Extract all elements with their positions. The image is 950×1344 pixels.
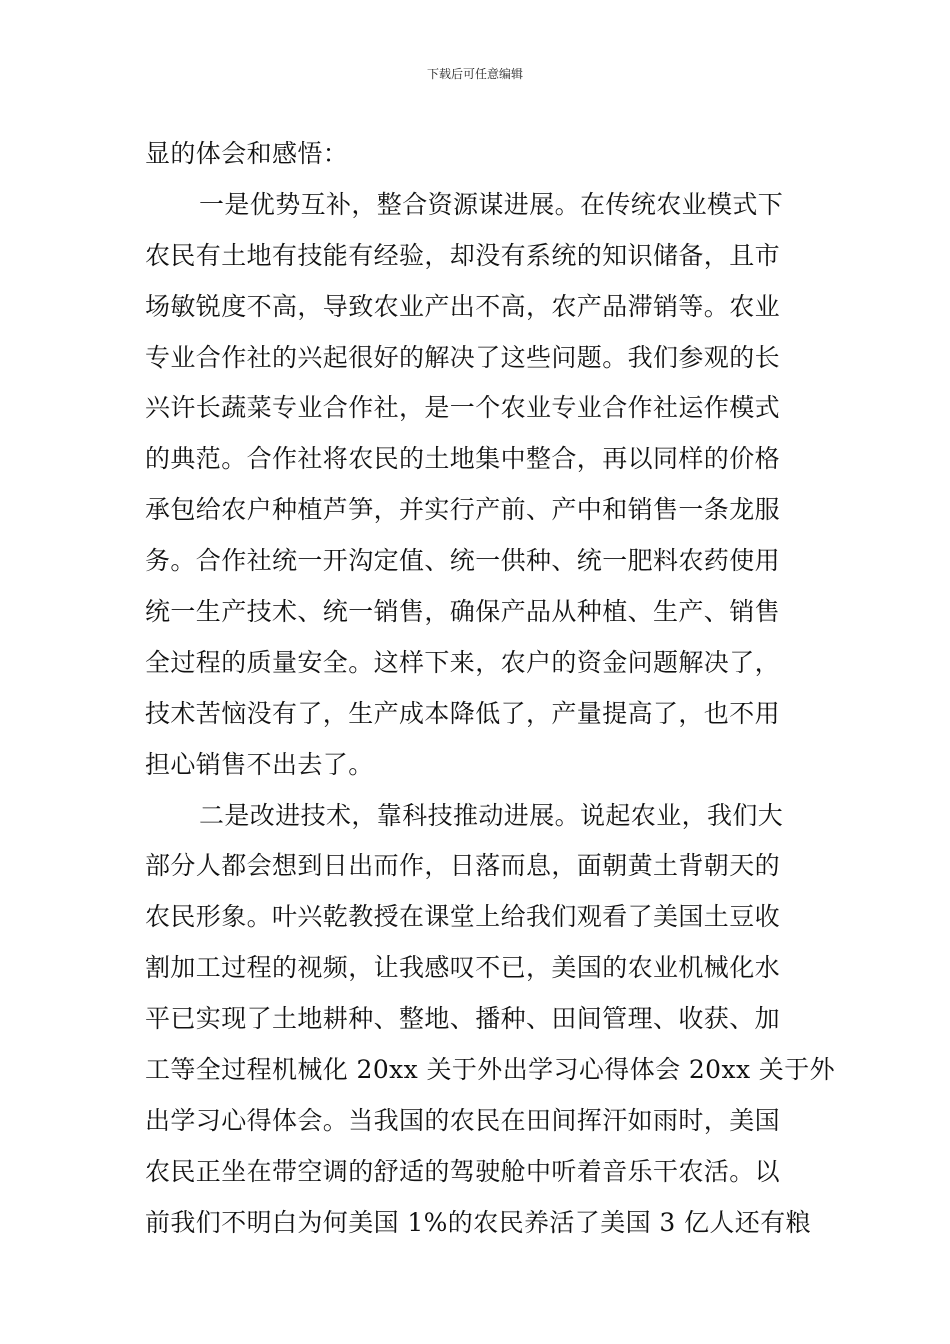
page-header: 下载后可任意编辑 <box>426 67 523 81</box>
text-line: 的典范。合作社将农民的土地集中整合，再以同样的价格 <box>145 444 781 474</box>
text-line: 工等全过程机械化 20xx 关于外出学习心得体会 20xx 关于外 <box>145 1055 836 1085</box>
text-line: 农民正坐在带空调的舒适的驾驶舱中听着音乐干农活。以 <box>145 1156 781 1186</box>
text-line: 担心销售不出去了。 <box>145 749 374 779</box>
text-line: 部分人都会想到日出而作，日落而息，面朝黄土背朝天的 <box>145 851 781 881</box>
text-line: 务。合作社统一开沟定值、统一供种、统一肥料农药使用 <box>145 546 781 576</box>
text-line: 前我们不明白为何美国 1%的农民养活了美国 3 亿人还有粮 <box>145 1207 812 1237</box>
text-line: 承包给农户种植芦笋，并实行产前、产中和销售一条龙服 <box>145 495 781 525</box>
text-line: 技术苦恼没有了，生产成本降低了，产量提高了，也不用 <box>145 698 781 728</box>
text-line: 显的体会和感悟： <box>145 139 349 168</box>
document-body <box>145 129 836 1249</box>
text-line: 专业合作社的兴起很好的解决了这些问题。我们参观的长 <box>145 342 781 372</box>
text-line: 平已实现了土地耕种、整地、播种、田间管理、收获、加 <box>145 1004 781 1034</box>
text-line: 兴许长蔬菜专业合作社，是一个农业专业合作社运作模式 <box>145 393 781 423</box>
text-line: 场敏锐度不高，导致农业产出不高，农产品滞销等。农业 <box>145 291 781 321</box>
paragraph-first-line: 一是优势互补，整合资源谋进展。在传统农业模式下 <box>199 189 784 219</box>
text-line: 农民形象。叶兴乾教授在课堂上给我们观看了美国土豆收 <box>145 902 781 932</box>
text-line: 统一生产技术、统一销售，确保产品从种植、生产、销售 <box>145 597 781 627</box>
text-line: 割加工过程的视频，让我感叹不已，美国的农业机械化水 <box>145 953 781 983</box>
paragraph-first-line: 二是改进技术，靠科技推动进展。说起农业，我们大 <box>199 800 784 830</box>
text-line: 农民有土地有技能有经验，却没有系统的知识储备，且市 <box>145 240 781 270</box>
text-line: 全过程的质量安全。这样下来，农户的资金问题解决了， <box>145 647 781 677</box>
text-line: 出学习心得体会。当我国的农民在田间挥汗如雨时，美国 <box>145 1105 781 1135</box>
